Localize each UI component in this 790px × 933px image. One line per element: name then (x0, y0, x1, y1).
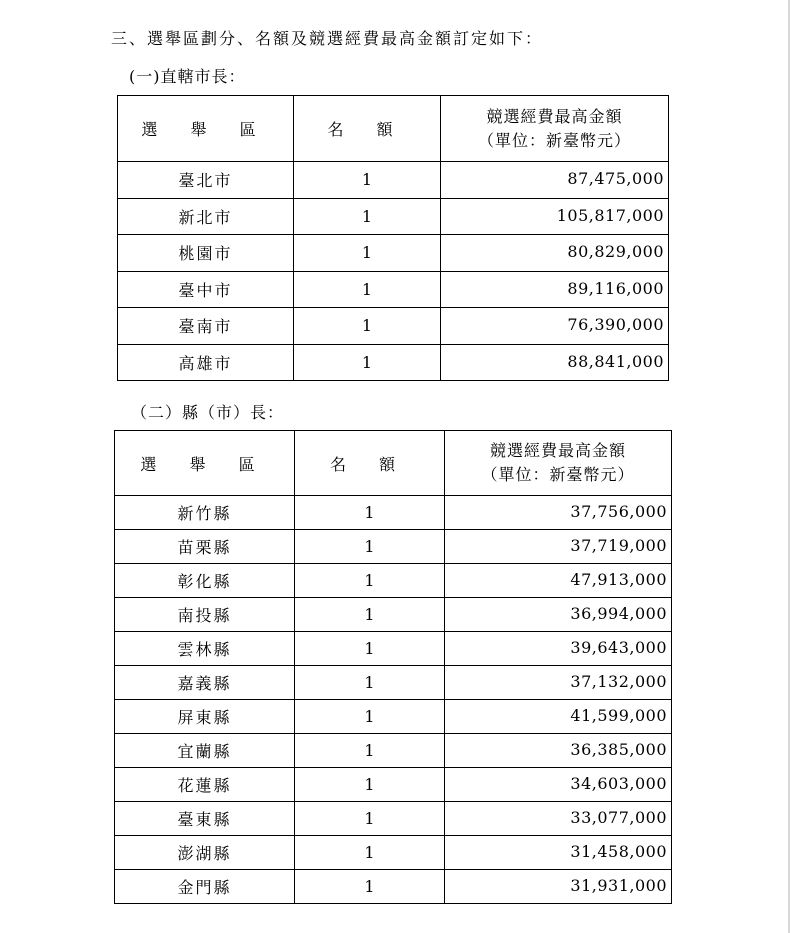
header-spending-limit (441, 96, 669, 162)
seats-cell: 1 (295, 632, 445, 666)
header-spending-limit (445, 431, 672, 496)
header-limit-line1: 競選經費最高金額 (489, 441, 626, 460)
table-row (115, 496, 672, 530)
municipal-mayor-table (117, 95, 669, 381)
county-table-body (115, 431, 672, 904)
district-cell: 新竹縣 (115, 496, 295, 530)
district-cell: 澎湖縣 (115, 836, 295, 870)
spending-limit-cell: 36,385,000 (445, 734, 672, 768)
district-cell: 苗栗縣 (115, 530, 295, 564)
spending-limit-cell: 37,756,000 (445, 496, 672, 530)
spending-limit-cell: 34,603,000 (445, 768, 672, 802)
county-mayor-title: （二）縣（市）長： (131, 403, 285, 422)
spending-limit-cell: 37,132,000 (445, 666, 672, 700)
seats-cell: 1 (295, 666, 445, 700)
header-district: 選 舉 區 (115, 431, 295, 496)
seats-cell: 1 (294, 308, 441, 345)
seats-cell: 1 (294, 344, 441, 381)
municipal-table-body (118, 96, 669, 381)
spending-limit-cell: 87,475,000 (441, 162, 669, 199)
district-cell: 南投縣 (115, 598, 295, 632)
district-cell: 臺東縣 (115, 802, 295, 836)
district-cell: 高雄市 (118, 344, 294, 381)
table-row (118, 308, 669, 345)
district-cell: 花蓮縣 (115, 768, 295, 802)
spending-limit-cell: 39,643,000 (445, 632, 672, 666)
spending-limit-cell: 31,458,000 (445, 836, 672, 870)
spending-limit-cell: 88,841,000 (441, 344, 669, 381)
spending-limit-cell: 36,994,000 (445, 598, 672, 632)
header-limit-line1: 競選經費最高金額 (486, 106, 623, 126)
table-row (115, 870, 672, 904)
table-row (115, 768, 672, 802)
table-row (118, 198, 669, 235)
district-cell: 屏東縣 (115, 700, 295, 734)
seats-cell: 1 (295, 530, 445, 564)
district-cell: 桃園市 (118, 235, 294, 272)
header-limit-line2: （單位：新臺幣元） (477, 130, 631, 150)
seats-cell: 1 (295, 496, 445, 530)
seats-cell: 1 (295, 734, 445, 768)
table-header-row (118, 96, 669, 162)
table-row (115, 734, 672, 768)
spending-limit-cell: 89,116,000 (441, 271, 669, 308)
seats-cell: 1 (295, 598, 445, 632)
seats-cell: 1 (295, 836, 445, 870)
table-row (118, 235, 669, 272)
header-seats: 名 額 (294, 96, 441, 162)
seats-cell: 1 (294, 235, 441, 272)
district-cell: 金門縣 (115, 870, 295, 904)
seats-cell: 1 (295, 802, 445, 836)
spending-limit-cell: 76,390,000 (441, 308, 669, 345)
table-row (115, 666, 672, 700)
district-cell: 臺中市 (118, 271, 294, 308)
seats-cell: 1 (295, 700, 445, 734)
district-cell: 臺南市 (118, 308, 294, 345)
district-cell: 新北市 (118, 198, 294, 235)
seats-cell: 1 (294, 271, 441, 308)
seats-cell: 1 (295, 768, 445, 802)
seats-cell: 1 (295, 564, 445, 598)
spending-limit-cell: 47,913,000 (445, 564, 672, 598)
table-row (115, 530, 672, 564)
table-row (118, 344, 669, 381)
table-row (115, 632, 672, 666)
spending-limit-cell: 31,931,000 (445, 870, 672, 904)
table-header-row (115, 431, 672, 496)
table-row (115, 802, 672, 836)
spending-limit-cell: 37,719,000 (445, 530, 672, 564)
header-seats: 名 額 (295, 431, 445, 496)
table-row (118, 162, 669, 199)
municipal-mayor-title: (一)直轄市長： (129, 67, 246, 86)
table-row (115, 598, 672, 632)
section-heading: 三、選舉區劃分、名額及競選經費最高金額訂定如下： (111, 29, 544, 48)
seats-cell: 1 (294, 198, 441, 235)
spending-limit-cell: 33,077,000 (445, 802, 672, 836)
district-cell: 臺北市 (118, 162, 294, 199)
district-cell: 宜蘭縣 (115, 734, 295, 768)
header-limit-line2: （單位：新臺幣元） (481, 465, 635, 484)
district-cell: 彰化縣 (115, 564, 295, 598)
header-district: 選 舉 區 (118, 96, 294, 162)
county-mayor-table (114, 430, 672, 904)
district-cell: 嘉義縣 (115, 666, 295, 700)
spending-limit-cell: 80,829,000 (441, 235, 669, 272)
table-row (115, 836, 672, 870)
seats-cell: 1 (294, 162, 441, 199)
table-row (115, 700, 672, 734)
table-row (115, 564, 672, 598)
district-cell: 雲林縣 (115, 632, 295, 666)
seats-cell: 1 (295, 870, 445, 904)
table-row (118, 271, 669, 308)
spending-limit-cell: 105,817,000 (441, 198, 669, 235)
spending-limit-cell: 41,599,000 (445, 700, 672, 734)
